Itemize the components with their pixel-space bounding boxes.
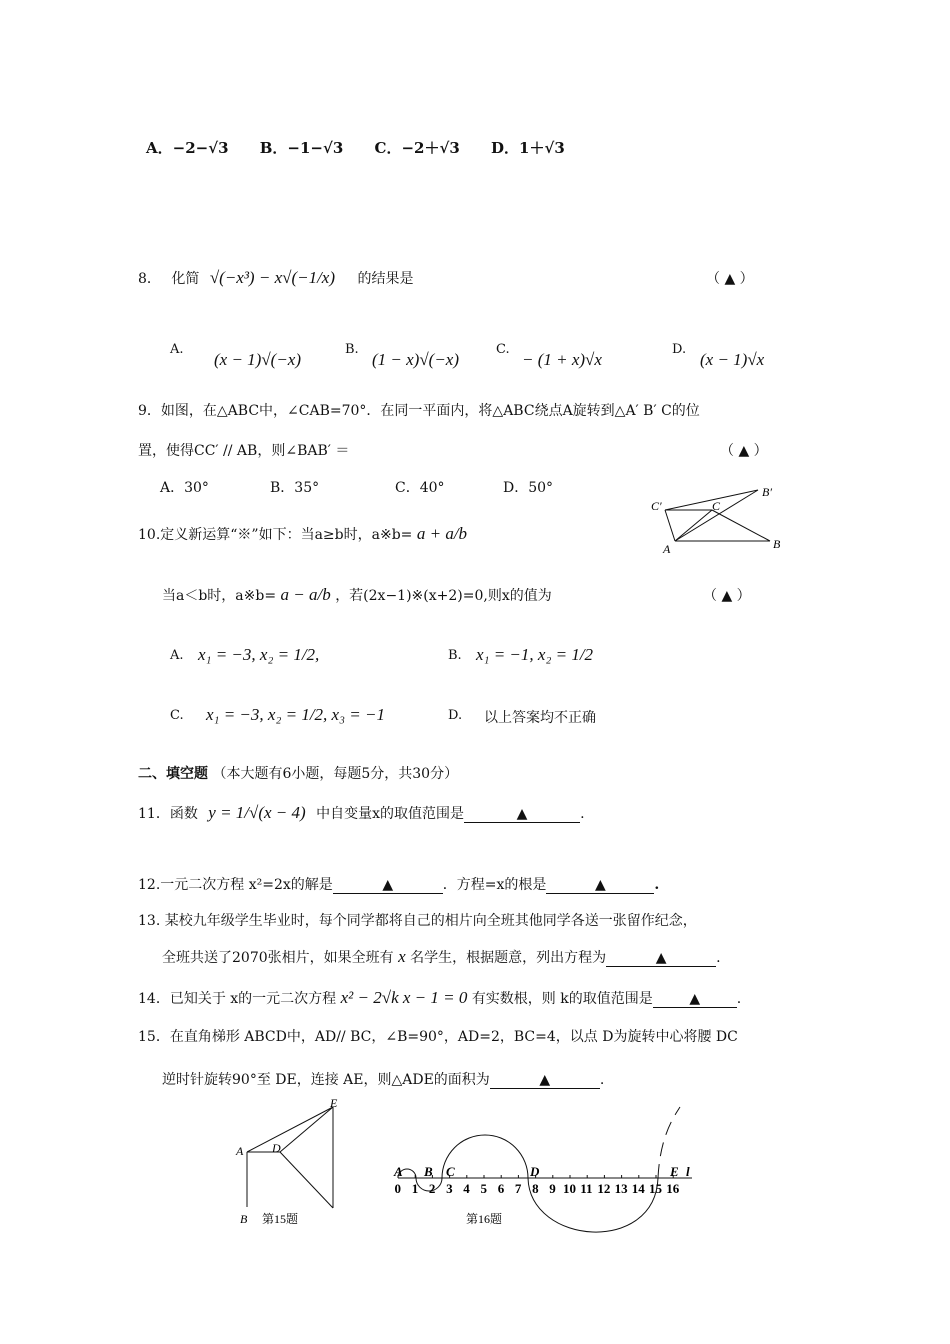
q11-post: 中自变量x的取值范围是 — [316, 806, 465, 822]
q14-end: . — [736, 991, 742, 1007]
fig16-label-d: D — [530, 1164, 540, 1179]
q9-option-b: B．35° — [270, 480, 320, 496]
fig16-label-l: l — [686, 1164, 690, 1179]
fig16-tick-label: 6 — [497, 1181, 505, 1196]
q14-blank[interactable]: ▲ — [653, 991, 737, 1008]
fig16-tick-label: 0 — [394, 1181, 401, 1196]
fig16-tick-label: 14 — [631, 1181, 645, 1196]
q9-label-bprime: B′ — [762, 485, 772, 499]
fig16-label-e: E — [670, 1164, 679, 1179]
q9-answer-mark: （ ▲ ） — [720, 443, 768, 459]
q11-expr: y = 1/√(x − 4) — [208, 803, 306, 822]
q10-opt-b-label: B. — [448, 648, 462, 663]
fig15-label-d: D — [272, 1141, 281, 1155]
fig15-label-e: E — [330, 1096, 338, 1110]
q12-line — [138, 874, 659, 894]
section2-heading — [138, 763, 458, 783]
fig16-tick-label: 1 — [411, 1181, 419, 1196]
q7-options — [146, 137, 565, 158]
q14-line — [138, 988, 741, 1008]
q7-option-d: D．1＋√3 — [491, 139, 565, 157]
q12-mid: ．方程=x的根是 — [442, 877, 547, 893]
q9-label-c: C — [712, 499, 721, 513]
fig16-tick-label: 13 — [614, 1181, 628, 1196]
q15-blank[interactable]: ▲ — [490, 1072, 600, 1089]
q8-opt-b-expr: (1 − x)√(−x) — [372, 350, 460, 369]
q9-line1: 9．如图，在△ABC中，∠CAB=70°．在同一平面内，将△ABC绕点A旋转到△A′ B′ C的位 — [138, 403, 700, 419]
q8-opt-d-expr: (x − 1)√x — [700, 350, 765, 369]
q13-line2-pre: 全班共送了2070张相片，如果全班有 — [162, 950, 394, 966]
q13-line2-post: 名学生，根据题意，列出方程为 — [410, 950, 607, 966]
fig16-label-a: A — [394, 1164, 403, 1179]
fig15-label-a: A — [236, 1144, 244, 1158]
q10-expr2: a − a/b — [280, 585, 331, 604]
q9-figure — [645, 478, 795, 558]
fig16-tick-label: 2 — [428, 1181, 436, 1196]
q8-opt-c-expr: − (1 + x)√x — [522, 350, 602, 369]
q10-opt-d-text: 以上答案均不正确 — [484, 710, 596, 726]
fig15-label-b: B — [240, 1212, 248, 1226]
q8-text2: 的结果是 — [357, 271, 414, 287]
fig16-tick-label: 16 — [666, 1181, 680, 1196]
q10-line1-text: 10.定义新运算“※”如下：当a≥b时，a※b= — [138, 527, 413, 543]
q8-opt-a-label: A. — [170, 342, 184, 357]
q9-line2: 置，使得CC′ // AB，则∠BAB′ ＝ — [138, 443, 350, 459]
q15-line2 — [162, 1069, 604, 1089]
fig15-caption: 第15题 — [262, 1212, 299, 1226]
q10-opt-b-expr: x₁ = −1, x₂ = 1/2 — [476, 645, 594, 664]
q10-opt-a-expr: x₁ = −3, x₂ = 1/2, — [198, 645, 320, 664]
q10-line2-text: 当a＜b时，a※b= — [162, 588, 277, 604]
q11-line — [138, 803, 585, 823]
fig16-tick-label: 12 — [597, 1181, 611, 1196]
q13-blank[interactable]: ▲ — [606, 950, 716, 967]
q8-opt-d-label: D. — [672, 342, 687, 357]
q15-line2-pre: 逆时针旋转90°至 DE，连接 AE，则△ADE的面积为 — [162, 1072, 490, 1088]
fig16-tick-label: 3 — [446, 1181, 453, 1196]
q14-pre: 14．已知关于 x的一元二次方程 — [138, 991, 337, 1007]
q10-line2 — [162, 585, 552, 605]
q9-label-cprime: C′ — [651, 499, 662, 513]
fig16-tick-label: 11 — [580, 1181, 593, 1196]
section2-title: 二、填空题 — [138, 766, 208, 782]
q10-opt-c-label: C. — [170, 708, 184, 723]
q7-option-a: A．−2−√3 — [146, 139, 229, 157]
fig15-side-de — [280, 1107, 333, 1152]
fig15-side-dc — [280, 1152, 333, 1208]
q15-end: . — [599, 1072, 605, 1088]
q8-opt-b-label: B. — [345, 342, 359, 357]
q10-answer-mark: （ ▲ ） — [703, 588, 751, 604]
q10-line2-post: ，若(2x−1)※(x+2)=0,则x的值为 — [335, 588, 552, 604]
q7-option-c: C．−2＋√3 — [374, 139, 460, 157]
q13-end: . — [716, 950, 721, 966]
q8-number: 8． — [138, 271, 161, 287]
section2-note: （本大题有6小题，每题5分，共30分） — [212, 766, 459, 782]
q8-expression: √(−x³) − x√(−1/x) — [209, 268, 336, 287]
fig15-side-ae — [247, 1107, 333, 1152]
q7-option-b: B．−1−√3 — [259, 139, 344, 157]
q9-label-a: A — [663, 542, 671, 556]
q8-text1: 化简 — [171, 271, 200, 287]
q8-opt-a-expr: (x − 1)√(−x) — [214, 350, 302, 369]
fig16-diagram — [390, 1095, 710, 1255]
q10-line1 — [138, 524, 467, 544]
q10-opt-a-label: A. — [170, 648, 184, 663]
q9-label-b: B — [773, 537, 781, 551]
q11-pre: 11．函数 — [138, 806, 198, 822]
fig15-diagram — [230, 1095, 350, 1230]
fig16-tick-label: 9 — [549, 1181, 556, 1196]
q12-pre: 12.一元二次方程 x²=2x的解是 — [138, 877, 333, 893]
q10-opt-c-expr: x₁ = −3, x₂ = 1/2, x₃ = −1 — [206, 705, 385, 724]
q12-end: . — [654, 877, 660, 893]
q8-question — [138, 268, 413, 288]
fig16-tick-label: 10 — [563, 1181, 576, 1196]
q14-expr: x² − 2√k x − 1 = 0 — [340, 988, 468, 1007]
q11-blank[interactable]: ▲ — [464, 806, 580, 823]
q8-opt-c-label: C. — [496, 342, 510, 357]
q15-line1: 15．在直角梯形 ABCD中，AD// BC，∠B=90°，AD=2，BC=4，以点 D为旋转中心将腰 DC — [138, 1029, 738, 1045]
q10-expr1: a + a/b — [416, 524, 468, 543]
q13-line2 — [162, 947, 721, 967]
q13-line1: 13. 某校九年级学生毕业时，每个同学都将自己的相片向全班其他同学各送一张留作纪念， — [138, 913, 697, 929]
fig16-point-labels — [393, 1164, 690, 1179]
fig16-label-c: C — [446, 1164, 455, 1179]
q12-blank2[interactable]: ▲ — [546, 877, 654, 894]
q10-opt-d-label: D. — [448, 708, 463, 723]
q9-option-c: C．40° — [395, 480, 445, 496]
q8-answer-mark: （ ▲ ） — [706, 271, 754, 287]
fig16-tick-label: 4 — [463, 1181, 470, 1196]
q14-post: 有实数根，则 k的取值范围是 — [471, 991, 653, 1007]
fig16-caption: 第16题 — [466, 1212, 503, 1226]
fig16-tick-label: 5 — [480, 1181, 487, 1196]
q12-blank1[interactable]: ▲ — [333, 877, 443, 894]
q9-option-a: A．30° — [160, 480, 209, 496]
q9-option-d: D．50° — [503, 480, 554, 496]
fig16-label-b: B — [424, 1164, 433, 1179]
fig16-tick-label: 15 — [649, 1181, 662, 1196]
fig16-tick-label: 7 — [514, 1181, 522, 1196]
q11-end: . — [580, 806, 585, 822]
q13-var: x — [398, 947, 406, 966]
fig16-arc-cd — [442, 1135, 528, 1178]
fig16-tick-label: 8 — [532, 1181, 539, 1196]
